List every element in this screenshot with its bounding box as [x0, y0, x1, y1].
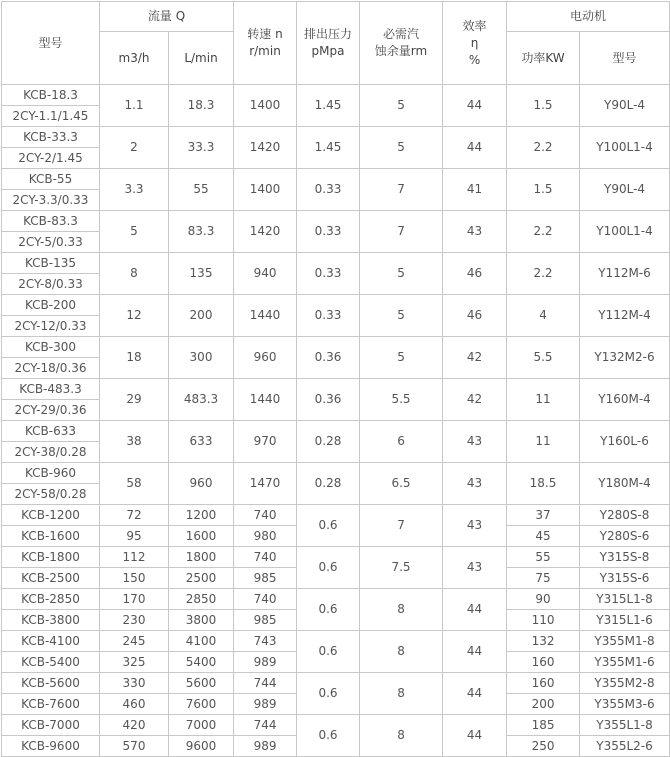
flow-lmin-cell: 2850 [169, 589, 234, 610]
flow-lmin-cell: 55 [169, 169, 234, 211]
motor-power-cell: 11 [507, 379, 580, 421]
flow-lmin-cell: 9600 [169, 736, 234, 757]
motor-power-cell: 200 [507, 694, 580, 715]
model-name: KCB-33.3 [2, 127, 100, 148]
speed-cell: 1420 [234, 211, 297, 253]
pressure-cell: 0.33 [297, 169, 360, 211]
motor-model-cell: Y90L-4 [580, 169, 670, 211]
motor-model-cell: Y355L2-6 [580, 736, 670, 757]
efficiency-cell: 42 [443, 379, 507, 421]
motor-power-cell: 160 [507, 652, 580, 673]
header-pressure-line1: 排出压力 [304, 27, 353, 41]
table-row [2, 589, 670, 610]
header-pressure [297, 2, 360, 85]
flow-m3h-cell: 325 [100, 652, 169, 673]
motor-power-cell: 132 [507, 631, 580, 652]
flow-lmin-cell: 300 [169, 337, 234, 379]
speed-cell: 1400 [234, 85, 297, 127]
table-row [2, 715, 670, 736]
speed-cell: 985 [234, 568, 297, 589]
pump-spec-table [1, 1, 670, 757]
model-name: KCB-135 [2, 253, 100, 274]
model-name: KCB-7600 [2, 694, 100, 715]
efficiency-cell: 44 [443, 85, 507, 127]
efficiency-cell: 43 [443, 547, 507, 589]
model-name: KCB-1200 [2, 505, 100, 526]
header-flow-m3h: m3/h [100, 32, 169, 85]
flow-lmin-cell: 7600 [169, 694, 234, 715]
flow-m3h-cell: 1.1 [100, 85, 169, 127]
npsh-cell: 6.5 [360, 463, 443, 505]
model-alt-name: 2CY-2/1.45 [2, 148, 100, 169]
flow-m3h-cell: 2 [100, 127, 169, 169]
pressure-cell: 0.28 [297, 463, 360, 505]
pressure-cell: 0.6 [297, 547, 360, 589]
motor-power-cell: 1.5 [507, 169, 580, 211]
motor-model-cell: Y355M3-6 [580, 694, 670, 715]
flow-lmin-cell: 5400 [169, 652, 234, 673]
pressure-cell: 0.6 [297, 715, 360, 757]
efficiency-cell: 43 [443, 505, 507, 547]
flow-lmin-cell: 2500 [169, 568, 234, 589]
model-name: KCB-5400 [2, 652, 100, 673]
pressure-cell: 0.33 [297, 253, 360, 295]
model-alt-name: 2CY-3.3/0.33 [2, 190, 100, 211]
model-name: KCB-83.3 [2, 211, 100, 232]
table-row [2, 379, 670, 400]
table-row [2, 421, 670, 442]
npsh-cell: 7 [360, 211, 443, 253]
flow-lmin-cell: 3800 [169, 610, 234, 631]
motor-power-cell: 45 [507, 526, 580, 547]
pressure-cell: 0.6 [297, 631, 360, 673]
motor-power-cell: 2.2 [507, 127, 580, 169]
speed-cell: 980 [234, 526, 297, 547]
model-name: KCB-1800 [2, 547, 100, 568]
motor-model-cell: Y160M-4 [580, 379, 670, 421]
npsh-cell: 5 [360, 127, 443, 169]
model-alt-name: 2CY-5/0.33 [2, 232, 100, 253]
flow-m3h-cell: 8 [100, 253, 169, 295]
efficiency-cell: 46 [443, 253, 507, 295]
flow-m3h-cell: 58 [100, 463, 169, 505]
speed-cell: 989 [234, 652, 297, 673]
flow-lmin-cell: 483.3 [169, 379, 234, 421]
speed-cell: 743 [234, 631, 297, 652]
efficiency-cell: 44 [443, 631, 507, 673]
pressure-cell: 0.33 [297, 295, 360, 337]
motor-model-cell: Y280S-6 [580, 526, 670, 547]
speed-cell: 1420 [234, 127, 297, 169]
model-name: KCB-18.3 [2, 85, 100, 106]
efficiency-cell: 43 [443, 211, 507, 253]
efficiency-cell: 41 [443, 169, 507, 211]
motor-power-cell: 2.2 [507, 211, 580, 253]
npsh-cell: 8 [360, 631, 443, 673]
flow-lmin-cell: 1800 [169, 547, 234, 568]
table-row [2, 337, 670, 358]
speed-cell: 740 [234, 505, 297, 526]
flow-m3h-cell: 570 [100, 736, 169, 757]
motor-model-cell: Y100L1-4 [580, 127, 670, 169]
pressure-cell: 0.33 [297, 211, 360, 253]
motor-model-cell: Y355M2-8 [580, 673, 670, 694]
table-row [2, 295, 670, 316]
model-alt-name: 2CY-18/0.36 [2, 358, 100, 379]
motor-model-cell: Y180M-4 [580, 463, 670, 505]
motor-power-cell: 55 [507, 547, 580, 568]
header-npsh-line2: 蚀余量rm [374, 44, 428, 58]
model-name: KCB-3800 [2, 610, 100, 631]
motor-model-cell: Y132M2-6 [580, 337, 670, 379]
efficiency-cell: 43 [443, 421, 507, 463]
speed-cell: 1440 [234, 379, 297, 421]
speed-cell: 1470 [234, 463, 297, 505]
motor-power-cell: 90 [507, 589, 580, 610]
flow-m3h-cell: 3.3 [100, 169, 169, 211]
motor-power-cell: 11 [507, 421, 580, 463]
npsh-cell: 7.5 [360, 547, 443, 589]
header-flow: 流量 Q [100, 2, 234, 32]
model-name: KCB-9600 [2, 736, 100, 757]
flow-lmin-cell: 633 [169, 421, 234, 463]
model-alt-name: 2CY-1.1/1.45 [2, 106, 100, 127]
motor-model-cell: Y100L1-4 [580, 211, 670, 253]
flow-lmin-cell: 200 [169, 295, 234, 337]
flow-m3h-cell: 170 [100, 589, 169, 610]
speed-cell: 989 [234, 694, 297, 715]
npsh-cell: 5 [360, 337, 443, 379]
flow-lmin-cell: 135 [169, 253, 234, 295]
flow-m3h-cell: 230 [100, 610, 169, 631]
motor-model-cell: Y355M1-6 [580, 652, 670, 673]
header-eff-line2: η [470, 35, 479, 50]
model-name: KCB-2850 [2, 589, 100, 610]
npsh-cell: 6 [360, 421, 443, 463]
motor-model-cell: Y315S-6 [580, 568, 670, 589]
efficiency-cell: 42 [443, 337, 507, 379]
header-eff-line1: 效率 [462, 18, 487, 33]
model-name: KCB-633 [2, 421, 100, 442]
motor-power-cell: 5.5 [507, 337, 580, 379]
header-eff-line3: % [468, 52, 481, 67]
table-row [2, 169, 670, 190]
motor-model-cell: Y280S-8 [580, 505, 670, 526]
pressure-cell: 0.6 [297, 673, 360, 715]
flow-m3h-cell: 72 [100, 505, 169, 526]
flow-m3h-cell: 150 [100, 568, 169, 589]
npsh-cell: 5 [360, 295, 443, 337]
npsh-cell: 8 [360, 589, 443, 631]
motor-power-cell: 37 [507, 505, 580, 526]
motor-power-cell: 2.2 [507, 253, 580, 295]
flow-m3h-cell: 12 [100, 295, 169, 337]
pressure-cell: 1.45 [297, 85, 360, 127]
model-name: KCB-483.3 [2, 379, 100, 400]
model-alt-name: 2CY-12/0.33 [2, 316, 100, 337]
flow-m3h-cell: 18 [100, 337, 169, 379]
speed-cell: 740 [234, 589, 297, 610]
flow-lmin-cell: 5600 [169, 673, 234, 694]
motor-power-cell: 18.5 [507, 463, 580, 505]
table-row [2, 505, 670, 526]
motor-model-cell: Y315L1-8 [580, 589, 670, 610]
motor-model-cell: Y315S-8 [580, 547, 670, 568]
table-row [2, 631, 670, 652]
npsh-cell: 5 [360, 253, 443, 295]
model-name: KCB-5600 [2, 673, 100, 694]
model-name: KCB-960 [2, 463, 100, 484]
flow-m3h-cell: 29 [100, 379, 169, 421]
efficiency-cell: 44 [443, 715, 507, 757]
motor-power-cell: 110 [507, 610, 580, 631]
header-pressure-line2: pMpa [311, 44, 345, 58]
speed-cell: 985 [234, 610, 297, 631]
speed-cell: 1440 [234, 295, 297, 337]
speed-cell: 1400 [234, 169, 297, 211]
efficiency-cell: 44 [443, 673, 507, 715]
npsh-cell: 8 [360, 673, 443, 715]
model-name: KCB-2500 [2, 568, 100, 589]
npsh-cell: 7 [360, 505, 443, 547]
header-model: 型号 [2, 2, 100, 85]
speed-cell: 960 [234, 337, 297, 379]
flow-lmin-cell: 1600 [169, 526, 234, 547]
flow-lmin-cell: 960 [169, 463, 234, 505]
table-row [2, 547, 670, 568]
flow-m3h-cell: 245 [100, 631, 169, 652]
flow-m3h-cell: 38 [100, 421, 169, 463]
speed-cell: 740 [234, 547, 297, 568]
pressure-cell: 1.45 [297, 127, 360, 169]
speed-cell: 940 [234, 253, 297, 295]
flow-lmin-cell: 18.3 [169, 85, 234, 127]
flow-lmin-cell: 83.3 [169, 211, 234, 253]
model-alt-name: 2CY-38/0.28 [2, 442, 100, 463]
header-motor-model: 型号 [580, 32, 670, 85]
header-flow-lmin: L/min [169, 32, 234, 85]
motor-power-cell: 4 [507, 295, 580, 337]
motor-model-cell: Y112M-4 [580, 295, 670, 337]
efficiency-cell: 46 [443, 295, 507, 337]
flow-lmin-cell: 1200 [169, 505, 234, 526]
model-alt-name: 2CY-8/0.33 [2, 274, 100, 295]
pressure-cell: 0.6 [297, 505, 360, 547]
efficiency-cell: 44 [443, 589, 507, 631]
motor-model-cell: Y355M1-8 [580, 631, 670, 652]
motor-power-cell: 75 [507, 568, 580, 589]
pressure-cell: 0.6 [297, 589, 360, 631]
npsh-cell: 5 [360, 85, 443, 127]
model-name: KCB-4100 [2, 631, 100, 652]
flow-m3h-cell: 420 [100, 715, 169, 736]
motor-model-cell: Y160L-6 [580, 421, 670, 463]
motor-model-cell: Y112M-6 [580, 253, 670, 295]
model-name: KCB-200 [2, 295, 100, 316]
header-npsh [360, 2, 443, 85]
npsh-cell: 5.5 [360, 379, 443, 421]
speed-cell: 970 [234, 421, 297, 463]
flow-m3h-cell: 112 [100, 547, 169, 568]
header-npsh-line1: 必需汽 [383, 27, 420, 41]
motor-model-cell: Y90L-4 [580, 85, 670, 127]
motor-model-cell: Y355L1-8 [580, 715, 670, 736]
table-row [2, 211, 670, 232]
model-name: KCB-7000 [2, 715, 100, 736]
header-efficiency [443, 2, 507, 85]
pressure-cell: 0.28 [297, 421, 360, 463]
speed-cell: 744 [234, 673, 297, 694]
motor-power-cell: 250 [507, 736, 580, 757]
flow-lmin-cell: 33.3 [169, 127, 234, 169]
header-speed-line2: r/min [249, 44, 281, 58]
motor-power-cell: 185 [507, 715, 580, 736]
model-name: KCB-300 [2, 337, 100, 358]
efficiency-cell: 43 [443, 463, 507, 505]
table-row [2, 85, 670, 106]
model-name: KCB-55 [2, 169, 100, 190]
table-row [2, 127, 670, 148]
flow-m3h-cell: 5 [100, 211, 169, 253]
speed-cell: 744 [234, 715, 297, 736]
flow-lmin-cell: 7000 [169, 715, 234, 736]
header-speed [234, 2, 297, 85]
flow-m3h-cell: 95 [100, 526, 169, 547]
npsh-cell: 7 [360, 169, 443, 211]
flow-m3h-cell: 330 [100, 673, 169, 694]
table-row [2, 673, 670, 694]
header-motor-power: 功率KW [507, 32, 580, 85]
header-speed-line1: 转速 n [247, 27, 283, 41]
motor-power-cell: 1.5 [507, 85, 580, 127]
model-name: KCB-1600 [2, 526, 100, 547]
header-motor: 电动机 [507, 2, 670, 32]
model-alt-name: 2CY-29/0.36 [2, 400, 100, 421]
table-row [2, 253, 670, 274]
efficiency-cell: 44 [443, 127, 507, 169]
table-row [2, 463, 670, 484]
flow-m3h-cell: 460 [100, 694, 169, 715]
flow-lmin-cell: 4100 [169, 631, 234, 652]
npsh-cell: 8 [360, 715, 443, 757]
motor-model-cell: Y315L1-6 [580, 610, 670, 631]
pressure-cell: 0.36 [297, 337, 360, 379]
speed-cell: 989 [234, 736, 297, 757]
motor-power-cell: 160 [507, 673, 580, 694]
pressure-cell: 0.36 [297, 379, 360, 421]
model-alt-name: 2CY-58/0.28 [2, 484, 100, 505]
